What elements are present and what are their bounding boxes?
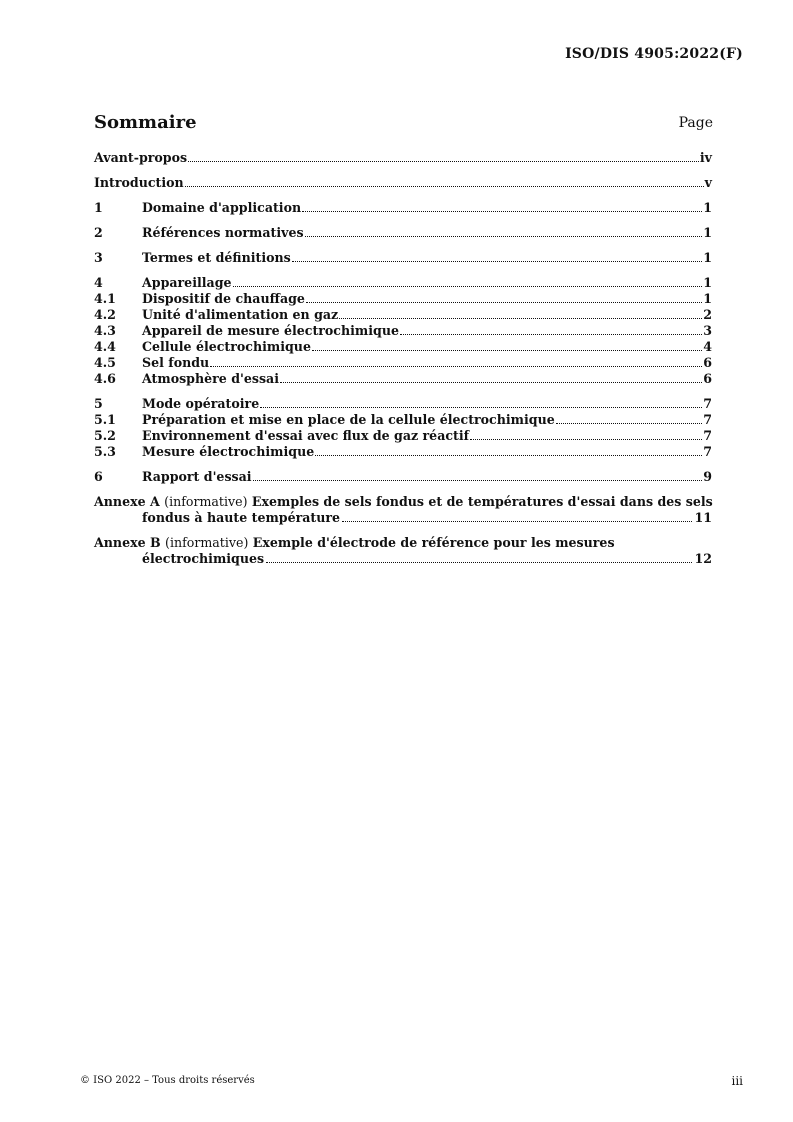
toc-entry-page: 3 bbox=[703, 323, 712, 338]
toc-entry-5-3[interactable] bbox=[94, 444, 712, 460]
toc-entry-introduction[interactable] bbox=[94, 175, 712, 191]
annex-title-line2: fondus à haute température bbox=[142, 510, 341, 525]
toc-entry-5-1[interactable] bbox=[94, 412, 712, 428]
toc-entry-3[interactable] bbox=[94, 250, 712, 266]
toc-entry-number: 3 bbox=[94, 250, 103, 265]
dot-leader bbox=[233, 285, 703, 287]
toc-entry-5[interactable] bbox=[94, 396, 712, 412]
dot-leader bbox=[315, 454, 702, 456]
toc-entry-page: iv bbox=[699, 150, 712, 165]
toc-entry-4-1[interactable] bbox=[94, 291, 712, 307]
toc-entry-title: Termes et définitions bbox=[142, 250, 291, 265]
toc-entry-title: Cellule électrochimique bbox=[142, 339, 311, 354]
dot-leader bbox=[292, 260, 702, 262]
toc-entry-number: 4 bbox=[94, 275, 103, 290]
dot-leader bbox=[339, 317, 702, 319]
annex-title-line1: Exemple d'électrode de référence pour les mesures bbox=[252, 535, 615, 550]
toc-entry-number: 5.1 bbox=[94, 412, 116, 427]
toc-title: Sommaire bbox=[94, 112, 197, 133]
toc-entry-number: 5.3 bbox=[94, 444, 116, 459]
toc-entry-title: Appareillage bbox=[142, 275, 232, 290]
toc-entry-title: Environnement d'essai avec flux de gaz réactif bbox=[142, 428, 470, 443]
toc-entry-title: Unité d'alimentation en gaz bbox=[142, 307, 339, 322]
toc-entry-number: 4.2 bbox=[94, 307, 116, 322]
annex-label: Annexe B bbox=[94, 535, 161, 550]
toc-entry-title: Introduction bbox=[94, 175, 184, 190]
toc-header bbox=[94, 112, 713, 136]
dot-leader bbox=[400, 333, 702, 335]
toc-entry-page: 2 bbox=[703, 307, 712, 322]
dot-leader bbox=[210, 365, 702, 367]
toc-entry-page: 1 bbox=[703, 250, 712, 265]
toc-entry-page: 7 bbox=[703, 412, 712, 427]
toc-entry-number: 4.5 bbox=[94, 355, 116, 370]
toc-entry-page: 7 bbox=[703, 396, 712, 411]
table-of-contents bbox=[94, 150, 712, 567]
toc-entry-title: Atmosphère d'essai bbox=[142, 371, 279, 386]
toc-entry-avant-propos[interactable] bbox=[94, 150, 712, 166]
dot-leader bbox=[556, 422, 702, 424]
page-number: iii bbox=[731, 1074, 743, 1088]
toc-entry-title: Dispositif de chauffage bbox=[142, 291, 305, 306]
toc-entry-6[interactable] bbox=[94, 469, 712, 485]
toc-entry-4-2[interactable] bbox=[94, 307, 712, 323]
toc-entry-page: 1 bbox=[703, 275, 712, 290]
annex-type: (informative) bbox=[164, 494, 248, 509]
dot-leader bbox=[470, 438, 702, 440]
toc-entry-page: v bbox=[704, 175, 712, 190]
toc-entry-page: 1 bbox=[703, 200, 712, 215]
dot-leader bbox=[342, 520, 692, 522]
toc-page-label: Page bbox=[678, 115, 713, 131]
toc-entry-page: 4 bbox=[703, 339, 712, 354]
toc-entry-number: 5.2 bbox=[94, 428, 116, 443]
page-footer bbox=[80, 1075, 743, 1091]
document-id: ISO/DIS 4905:2022(F) bbox=[565, 46, 743, 62]
toc-entry-5-2[interactable] bbox=[94, 428, 712, 444]
toc-entry-number: 4.4 bbox=[94, 339, 116, 354]
toc-entry-title: Sel fondu bbox=[142, 355, 210, 370]
annex-type: (informative) bbox=[165, 535, 249, 550]
toc-entry-number: 5 bbox=[94, 396, 103, 411]
toc-entry-page: 7 bbox=[703, 444, 712, 459]
toc-entry-4[interactable] bbox=[94, 275, 712, 291]
toc-entry-title: Mesure électrochimique bbox=[142, 444, 315, 459]
toc-entry-4-6[interactable] bbox=[94, 371, 712, 387]
toc-entry-title: Références normatives bbox=[142, 225, 304, 240]
toc-entry-4-3[interactable] bbox=[94, 323, 712, 339]
dot-leader bbox=[260, 406, 702, 408]
toc-entry-number: 6 bbox=[94, 469, 103, 484]
toc-entry-number: 2 bbox=[94, 225, 103, 240]
toc-entry-title: Préparation et mise en place de la cellule électrochimique bbox=[142, 412, 555, 427]
dot-leader bbox=[188, 160, 699, 162]
toc-entry-number: 4.6 bbox=[94, 371, 116, 386]
toc-entry-2[interactable] bbox=[94, 225, 712, 241]
dot-leader bbox=[266, 561, 692, 563]
toc-entry-title: Mode opératoire bbox=[142, 396, 260, 411]
copyright-notice: © ISO 2022 – Tous droits réservés bbox=[80, 1075, 255, 1086]
toc-entry-title: Appareil de mesure électrochimique bbox=[142, 323, 399, 338]
dot-leader bbox=[185, 185, 704, 187]
toc-entry-number: 4.3 bbox=[94, 323, 116, 338]
annex-title-line2: électrochimiques bbox=[142, 551, 265, 566]
annex-page: 11 bbox=[694, 510, 712, 525]
annex-page: 12 bbox=[694, 551, 712, 566]
toc-annex-a[interactable] bbox=[94, 494, 712, 526]
dot-leader bbox=[312, 349, 702, 351]
toc-entry-number: 4.1 bbox=[94, 291, 116, 306]
toc-entry-page: 1 bbox=[703, 225, 712, 240]
toc-entry-page: 9 bbox=[703, 469, 712, 484]
dot-leader bbox=[305, 235, 703, 237]
toc-entry-title: Rapport d'essai bbox=[142, 469, 252, 484]
annex-label: Annexe A bbox=[94, 494, 160, 509]
toc-entry-page: 1 bbox=[703, 291, 712, 306]
toc-entry-4-5[interactable] bbox=[94, 355, 712, 371]
dot-leader bbox=[280, 381, 702, 383]
dot-leader bbox=[306, 301, 702, 303]
annex-title-line1: Exemples de sels fondus et de températures d'essai dans des sels bbox=[251, 494, 713, 509]
toc-entry-number: 1 bbox=[94, 200, 103, 215]
toc-entry-title: Avant-propos bbox=[94, 150, 188, 165]
dot-leader bbox=[253, 479, 703, 481]
toc-annex-b[interactable] bbox=[94, 535, 712, 567]
toc-entry-4-4[interactable] bbox=[94, 339, 712, 355]
toc-entry-title: Domaine d'application bbox=[142, 200, 302, 215]
toc-entry-page: 6 bbox=[703, 355, 712, 370]
toc-entry-1[interactable] bbox=[94, 200, 712, 216]
dot-leader bbox=[302, 210, 702, 212]
toc-entry-page: 7 bbox=[703, 428, 712, 443]
toc-entry-page: 6 bbox=[703, 371, 712, 386]
